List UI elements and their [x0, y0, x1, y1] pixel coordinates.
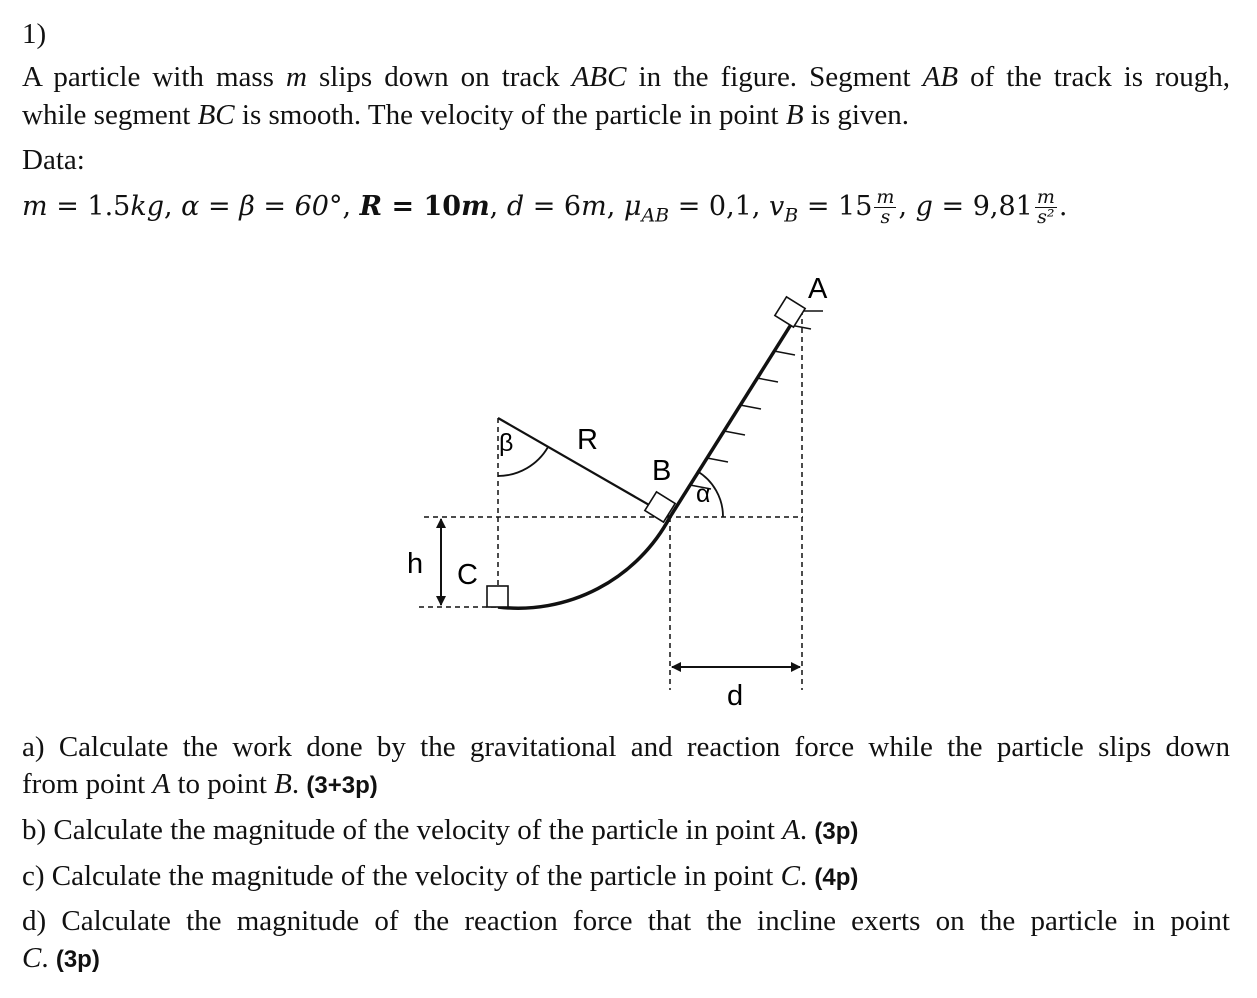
label-alpha: α	[696, 480, 711, 508]
label-a: A	[808, 273, 828, 305]
question-a-line-1: a) Calculate the work done by the gravitational and reaction force while the particle slips down	[22, 731, 1230, 763]
question-c: c) Calculate the magnitude of the velocity of the particle in point C. (4p)	[22, 860, 859, 892]
particle-at-a	[775, 297, 805, 327]
data-equation: m = 1.5kg, α = β = 60°, R = 10m, d = 6m, $\mu_{AB} = 0,1$, $v_B = 15$ $\frac{m}{s}$ , g = 9,81 $\frac{m}{\text{s²}}$ .	[22, 186, 1068, 228]
problem-intro-line-1: A particle with mass m slips down on track ABC in the figure. Segment AB of the track is rough,	[22, 61, 1231, 93]
label-d: d	[727, 680, 744, 712]
question-a-points: (3+3p)	[306, 772, 378, 799]
question-a-line-2: from point A to point B. (3+3p)	[22, 768, 378, 800]
incline-ab	[670, 307, 802, 517]
question-d-line-2: C. (3p)	[22, 942, 100, 974]
smooth-arc-bc	[498, 517, 670, 608]
question-d-line-1: d) Calculate the magnitude of the reaction force that the incline exerts on the particle in point	[22, 905, 1230, 937]
question-d-points: (3p)	[55, 946, 100, 973]
label-b: B	[652, 455, 672, 487]
question-b: b) Calculate the magnitude of the velocity of the particle in point A. (3p)	[22, 814, 859, 846]
label-beta: β	[499, 429, 514, 457]
fraction-m-per-s: $\frac{m}{s}$	[876, 186, 895, 228]
data-label: Data:	[22, 144, 85, 176]
rough-hatching	[690, 311, 823, 489]
label-h: h	[407, 548, 424, 580]
fraction-m-per-s2: $\frac{m}{\text{s²}}$	[1036, 186, 1055, 228]
question-b-points: (3p)	[814, 818, 859, 845]
problem-number: 1)	[22, 18, 47, 50]
label-c: C	[457, 559, 478, 591]
label-r: R	[577, 424, 598, 456]
dashed-guides	[419, 310, 803, 690]
problem-intro-line-2: while segment BC is smooth. The velocity of the particle in point B is given.	[22, 99, 910, 131]
question-c-points: (4p)	[814, 864, 859, 891]
particle-at-c	[487, 586, 508, 607]
